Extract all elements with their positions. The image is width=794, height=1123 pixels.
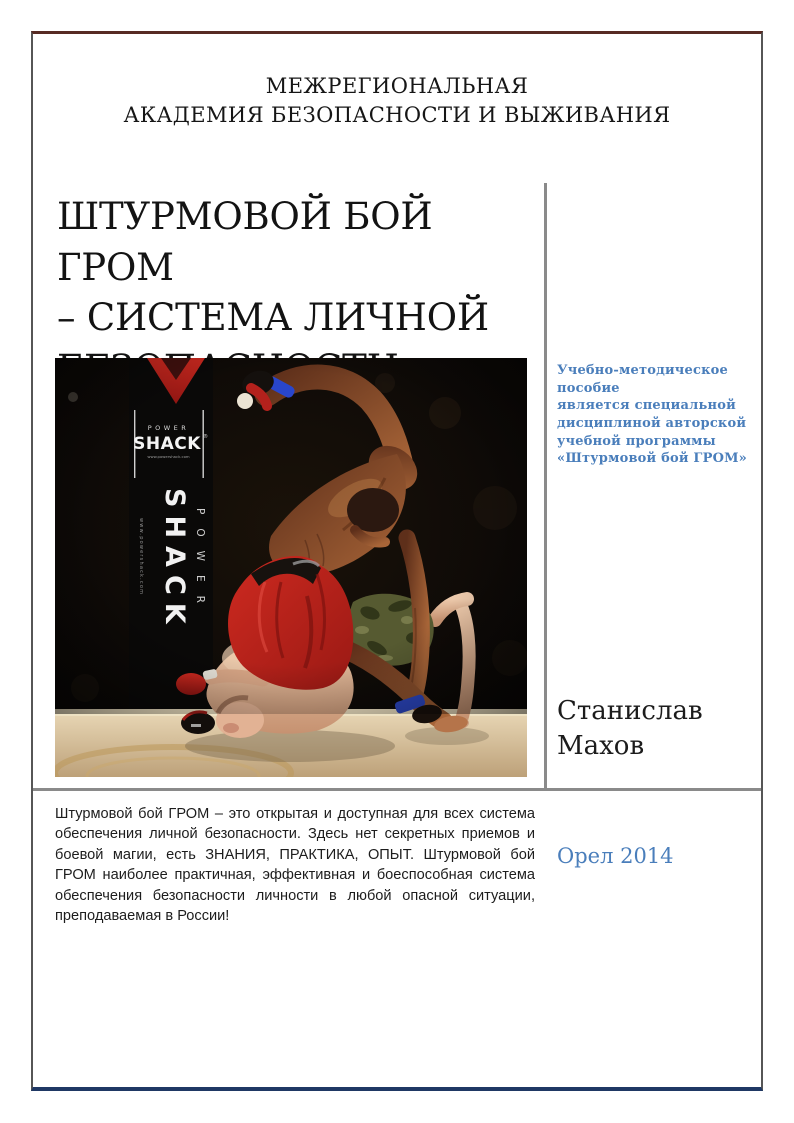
subtitle-line: «Штурмовой бой ГРОМ» [557,451,748,467]
subtitle-line: пособие [557,380,620,396]
author-name [557,694,703,763]
title-line: ШТУРМОВОЙ БОЙ ГРОМ [57,195,433,289]
abstract-text: Штурмовой бой ГРОМ – это открытая и доступная для всех система обеспечения личной безопасности. Здесь нет секретных приемов и боевой магии, есть ЗНАНИЯ, ПРАКТИКА, ОПЫТ. Штурмовой бой ГРОМ наиболее практичная, эффективная и боеспособная система обеспечения безопасности личности в любой опасной ситуации, преподаваемая в России! [55,806,535,925]
photo-vignette [55,358,527,714]
glove-logo-patch [191,724,201,727]
subtitle-line: Учебно-методическое [557,363,729,378]
author-line: Станислав [557,696,703,726]
subtitle-line: является специальной [557,398,736,414]
subtitle-line: учебной программы [557,433,716,449]
fighters-shadow [185,730,395,762]
vertical-divider-line [544,183,547,789]
downed-fighter-face-shade [223,723,239,733]
organization-line: АКАДЕМИЯ БЕЗОПАСНОСТИ И ВЫЖИВАНИЯ [123,102,671,127]
cover-photo-mma-fight [55,358,527,777]
horizontal-divider-line [33,788,761,791]
organization-line: МЕЖРЕГИОНАЛЬНАЯ [265,74,529,98]
subtitle-block [557,362,755,468]
subtitle-line: дисциплиной авторской [557,416,747,432]
publication-place-date: Орел 2014 [557,844,674,868]
organization-header [31,72,763,130]
author-line: Махов [557,730,645,761]
title-line: – СИСТЕМА ЛИЧНОЙ [57,296,489,340]
